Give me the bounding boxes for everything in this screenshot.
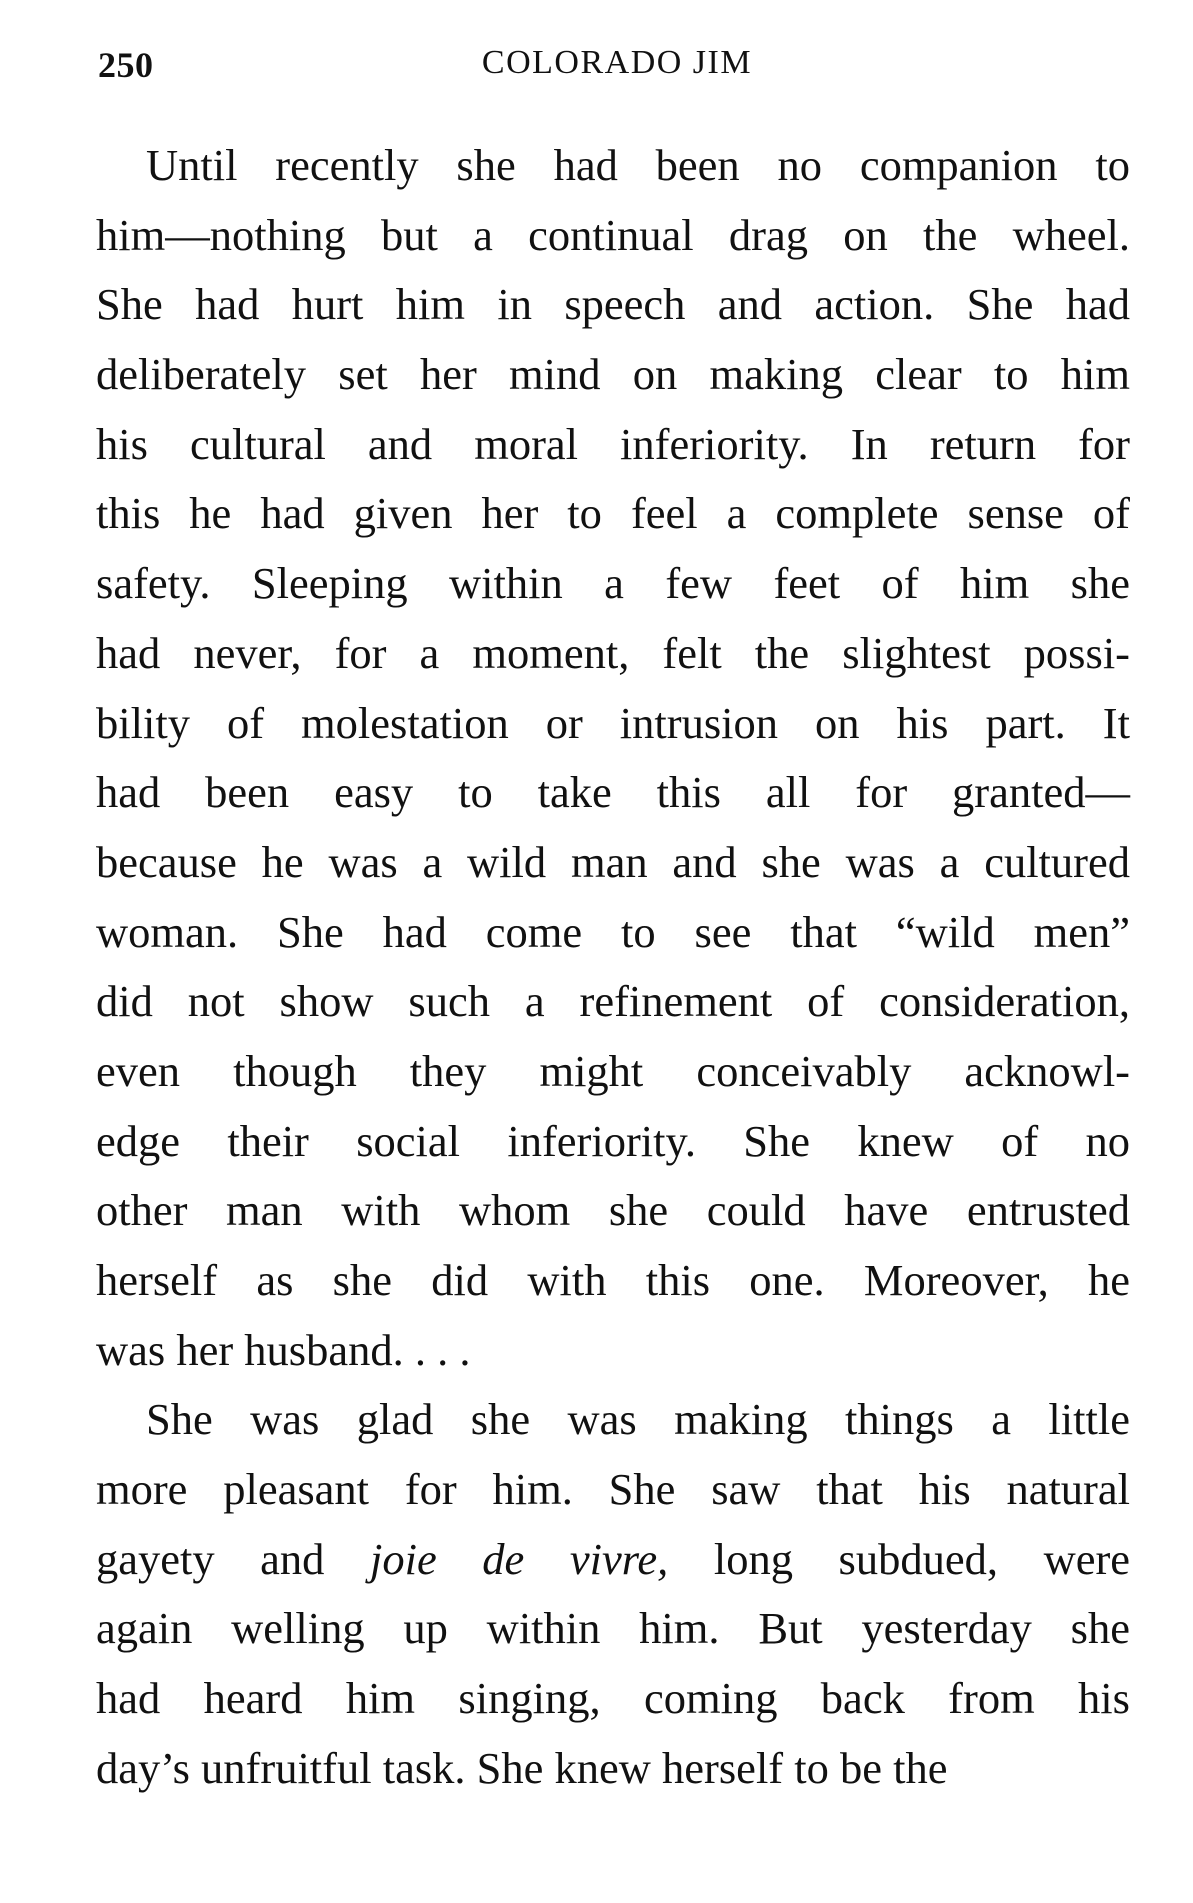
text-line: his cultural and moral inferiority. In return for	[96, 418, 1130, 469]
text-line-with-italic	[96, 1525, 1130, 1595]
text-line: him—nothing but a continual drag on the wheel.	[96, 209, 1130, 260]
running-head	[98, 44, 1132, 94]
text-line: She had hurt him in speech and action. She had	[96, 279, 1130, 330]
paragraph-1	[96, 131, 1130, 1385]
text-line: bility of molestation or intrusion on his part. It	[96, 697, 1130, 748]
text-line: She was glad she was making things a little	[146, 1394, 1130, 1445]
page-number: 250	[98, 45, 154, 85]
text-line: again welling up within him. But yesterday she	[96, 1603, 1130, 1654]
text-line: this he had given her to feel a complete sense of	[96, 488, 1130, 539]
text-line: had heard him singing, coming back from his	[96, 1673, 1130, 1724]
text-line: deliberately set her mind on making clear to him	[96, 349, 1130, 400]
text-line: edge their social inferiority. She knew of no	[96, 1115, 1130, 1166]
text-line: herself as she did with this one. Moreover, he	[96, 1255, 1130, 1305]
text-segment: gayety and	[96, 1533, 325, 1584]
text-body	[96, 131, 1130, 1804]
text-line: day’s unfruitful task. She knew herself to be the	[96, 1742, 948, 1793]
text-line: had never, for a moment, felt the slightest possi-	[96, 627, 1130, 678]
text-line: had been easy to take this all for granted—	[96, 767, 1130, 818]
paragraph-2	[96, 1385, 1130, 1803]
text-line: even though they might conceivably acknowl-	[96, 1045, 1130, 1096]
text-line: did not show such a refinement of consideration,	[96, 976, 1130, 1027]
text-line: woman. She had come to see that “wild men”	[96, 906, 1130, 957]
text-line: safety. Sleeping within a few feet of him she	[96, 558, 1130, 609]
text-line: was her husband. . . .	[96, 1324, 471, 1375]
text-line: other man with whom she could have entrusted	[96, 1185, 1130, 1236]
book-title: COLORADO JIM	[481, 44, 753, 81]
italic-phrase: joie de vivre,	[370, 1533, 669, 1584]
text-line: more pleasant for him. She saw that his natural	[96, 1464, 1130, 1515]
text-segment: long subdued, were	[713, 1533, 1131, 1584]
text-line: Until recently she had been no companion to	[146, 140, 1130, 190]
text-line: because he was a wild man and she was a cultured	[96, 836, 1130, 887]
